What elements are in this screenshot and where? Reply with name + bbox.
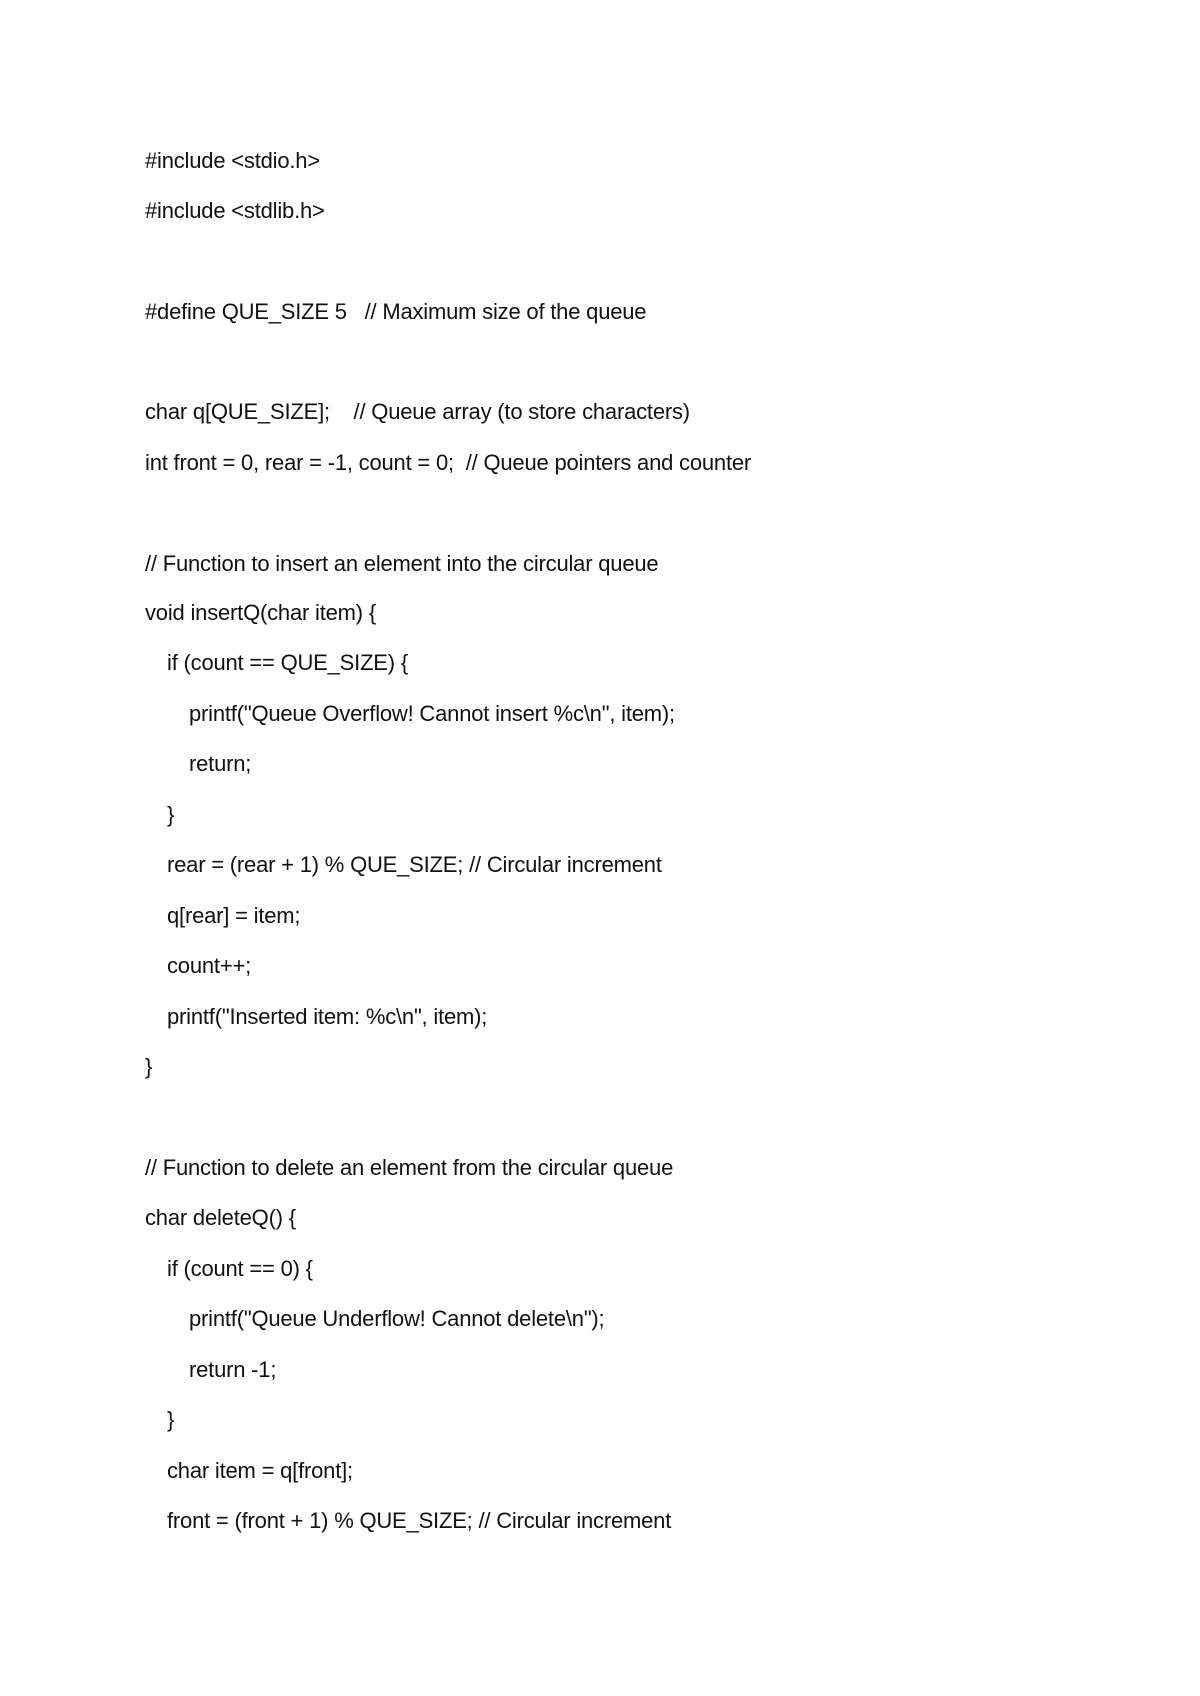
- code-line: #include <stdlib.h>: [145, 198, 325, 223]
- code-line: char q[QUE_SIZE]; // Queue array (to store characters): [145, 399, 690, 424]
- code-line: // Function to insert an element into the circular queue: [145, 551, 659, 576]
- code-line: printf("Queue Overflow! Cannot insert %c\n", item);: [189, 701, 675, 726]
- code-line: if (count == 0) {: [167, 1256, 313, 1281]
- code-line: return -1;: [189, 1357, 277, 1382]
- code-line: #include <stdio.h>: [145, 148, 320, 173]
- code-line: printf("Queue Underflow! Cannot delete\n");: [189, 1306, 605, 1331]
- code-line: if (count == QUE_SIZE) {: [167, 650, 408, 675]
- code-line: }: [167, 1407, 175, 1432]
- code-line: return;: [189, 751, 252, 776]
- code-line: char item = q[front];: [167, 1458, 353, 1483]
- code-line: char deleteQ() {: [145, 1205, 296, 1230]
- code-line: front = (front + 1) % QUE_SIZE; // Circular increment: [167, 1508, 672, 1533]
- code-line: #define QUE_SIZE 5 // Maximum size of the queue: [145, 299, 647, 324]
- code-line: }: [145, 1054, 153, 1079]
- code-line: count++;: [167, 953, 252, 978]
- code-line: void insertQ(char item) {: [145, 600, 376, 625]
- code-line: q[rear] = item;: [167, 903, 301, 928]
- code-line: int front = 0, rear = -1, count = 0; // Queue pointers and counter: [145, 450, 752, 475]
- code-line: printf("Inserted item: %c\n", item);: [167, 1004, 488, 1029]
- code-line: rear = (rear + 1) % QUE_SIZE; // Circular increment: [167, 852, 662, 877]
- code-line: }: [167, 802, 175, 827]
- code-line: // Function to delete an element from the circular queue: [145, 1155, 674, 1180]
